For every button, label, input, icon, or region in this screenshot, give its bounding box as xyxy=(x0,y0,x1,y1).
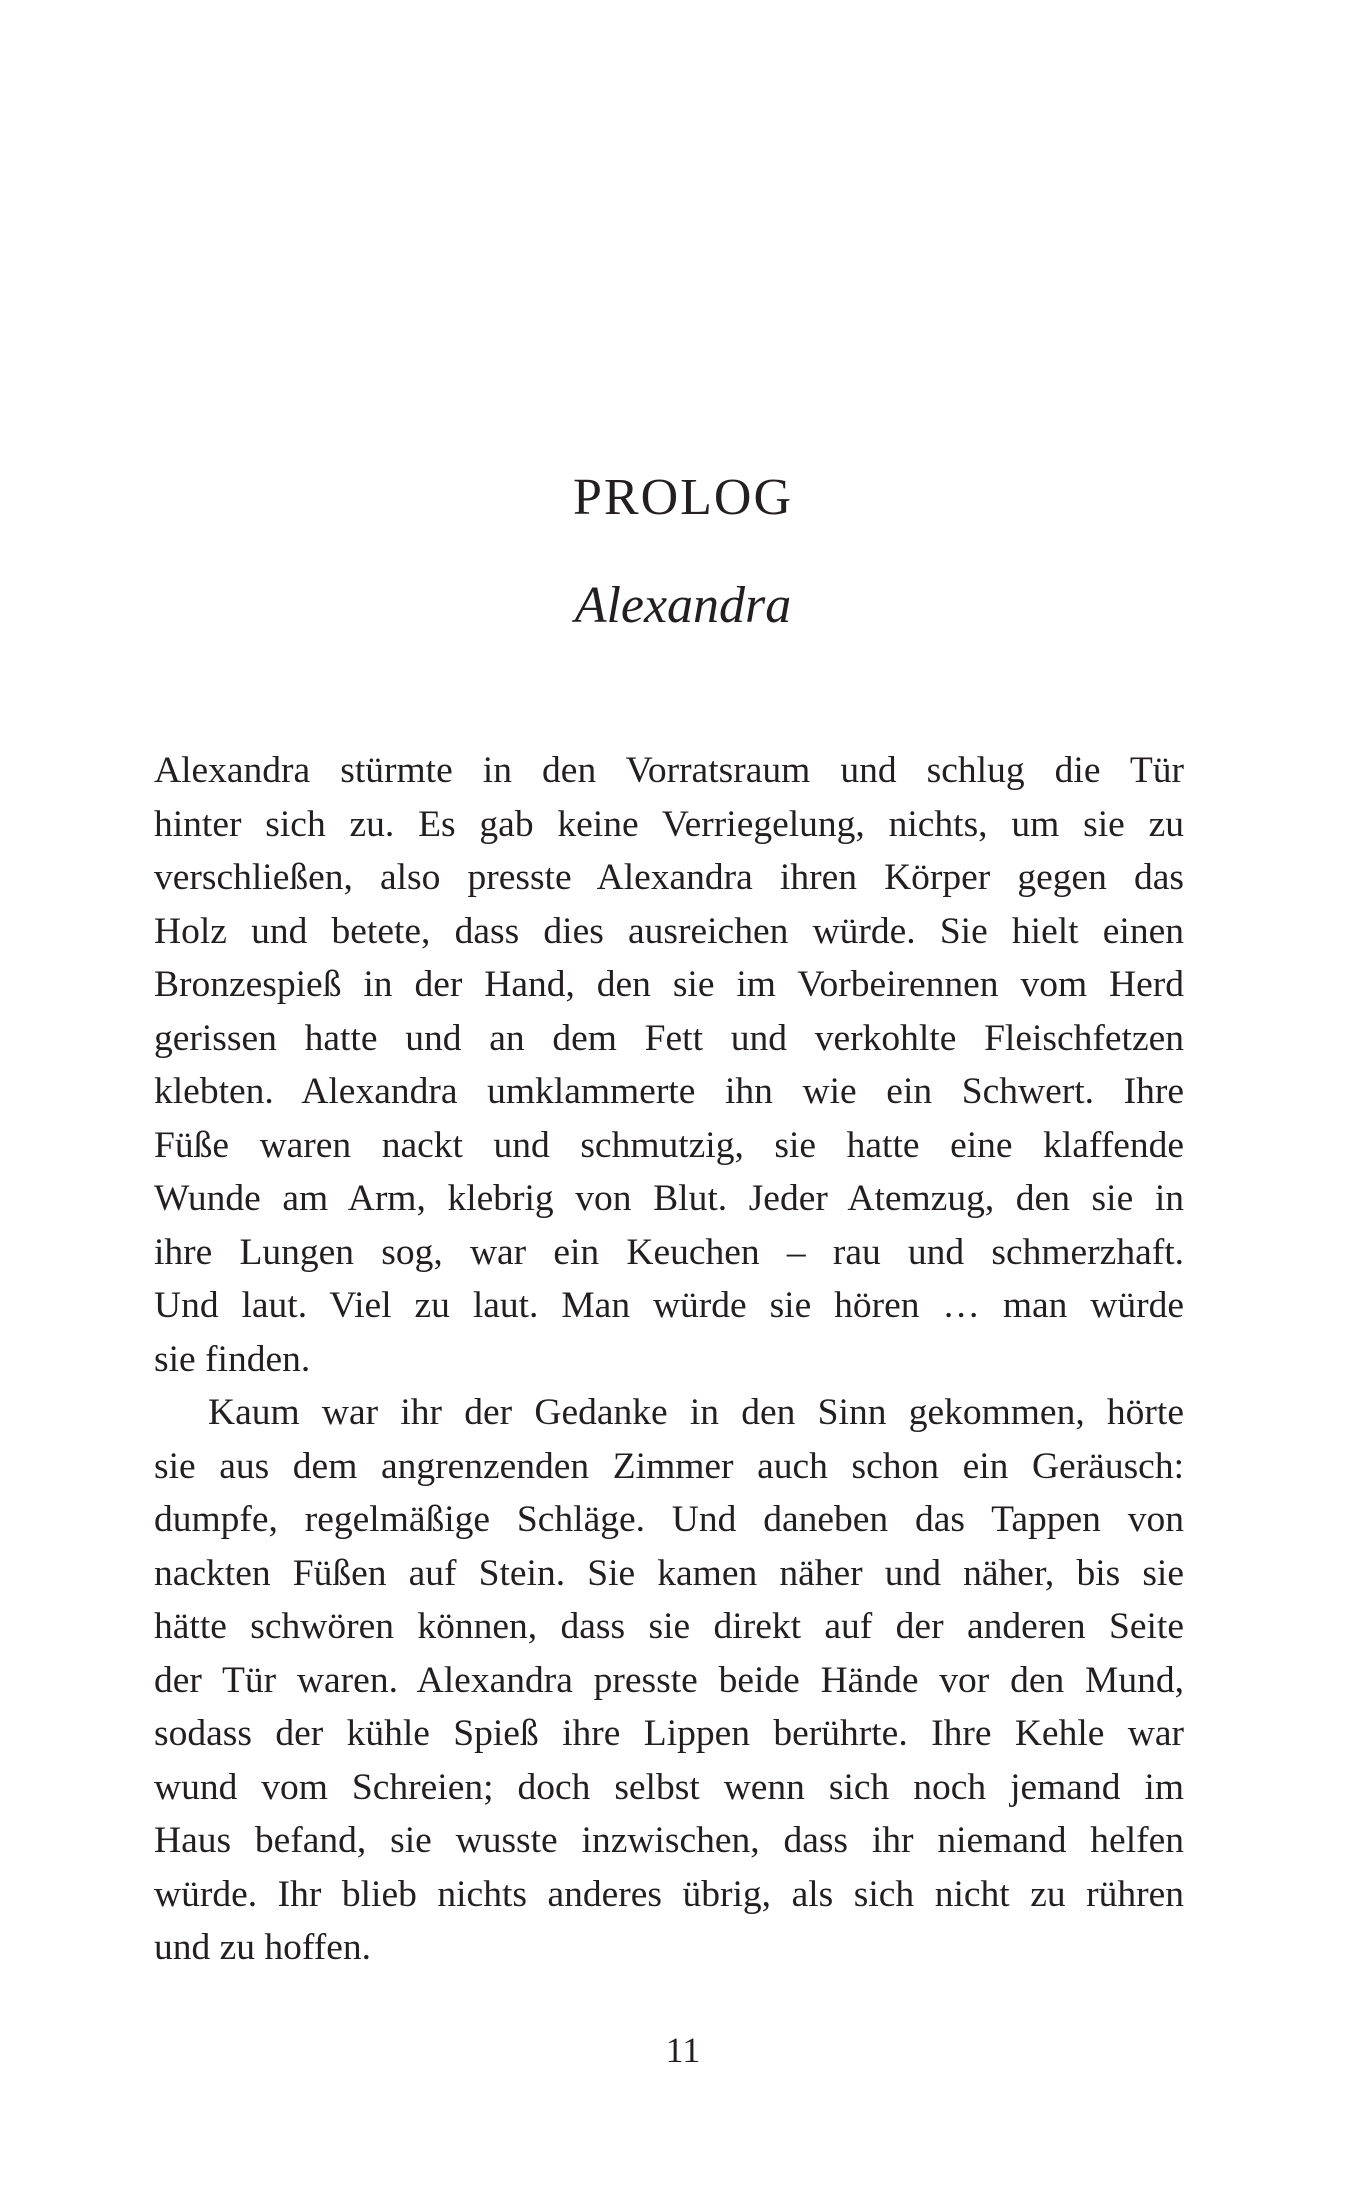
text-line: gerissen hatte und an dem Fett und verkohlte Fleischfetzen xyxy=(154,1017,1184,1059)
text-line: klebten. Alexandra umklammerte ihn wie ein Schwert. Ihre xyxy=(154,1071,1184,1112)
text-line: der Tür waren. Alexandra presste beide Hände vor den Mund, xyxy=(154,1659,1184,1701)
text-line: wund vom Schreien; doch selbst wenn sich noch jemand im xyxy=(154,1766,1184,1808)
paragraph xyxy=(154,744,1184,1386)
text-line: nackten Füßen auf Stein. Sie kamen näher und näher, bis sie xyxy=(154,1552,1184,1594)
text-line: Alexandra stürmte in den Vorratsraum und schlug die Tür xyxy=(154,750,1184,791)
text-line: und zu hoffen. xyxy=(154,1927,371,1968)
chapter-subtitle: Alexandra xyxy=(574,577,792,634)
paragraph xyxy=(154,1386,1184,1975)
text-line: Holz und betete, dass dies ausreichen würde. Sie hielt einen xyxy=(154,910,1184,952)
text-line: sie aus dem angrenzenden Zimmer auch schon ein Geräusch: xyxy=(154,1445,1184,1487)
text-line: sie finden. xyxy=(154,1338,311,1380)
text-line: Bronzespieß in der Hand, den sie im Vorbeirennen vom Herd xyxy=(154,964,1184,1005)
text-line: Füße waren nackt und schmutzig, sie hatte eine klaffende xyxy=(154,1124,1184,1166)
text-line: würde. Ihr blieb nichts anderes übrig, als sich nicht zu rühren xyxy=(154,1873,1184,1915)
text-line: dumpfe, regelmäßige Schläge. Und daneben das Tappen von xyxy=(154,1499,1184,1540)
text-line: hätte schwören können, dass sie direkt auf der anderen Seite xyxy=(154,1606,1184,1647)
chapter-title: PROLOG xyxy=(572,469,794,526)
page-number: 11 xyxy=(665,2030,701,2070)
text-line: Kaum war ihr der Gedanke in den Sinn gekommen, hörte xyxy=(208,1392,1184,1433)
text-line: ihre Lungen sog, war ein Keuchen – rau und schmerzhaft. xyxy=(154,1231,1184,1273)
text-line: Und laut. Viel zu laut. Man würde sie hören … man würde xyxy=(154,1285,1184,1326)
text-line: Wunde am Arm, klebrig von Blut. Jeder Atemzug, den sie in xyxy=(154,1178,1184,1219)
text-line: hinter sich zu. Es gab keine Verriegelung, nichts, um sie zu xyxy=(154,803,1184,845)
body-text xyxy=(154,744,1184,1975)
text-line: sodass der kühle Spieß ihre Lippen berührte. Ihre Kehle war xyxy=(154,1713,1184,1754)
text-line: verschließen, also presste Alexandra ihren Körper gegen das xyxy=(154,857,1184,898)
text-line: Haus befand, sie wusste inzwischen, dass ihr niemand helfen xyxy=(154,1820,1184,1861)
